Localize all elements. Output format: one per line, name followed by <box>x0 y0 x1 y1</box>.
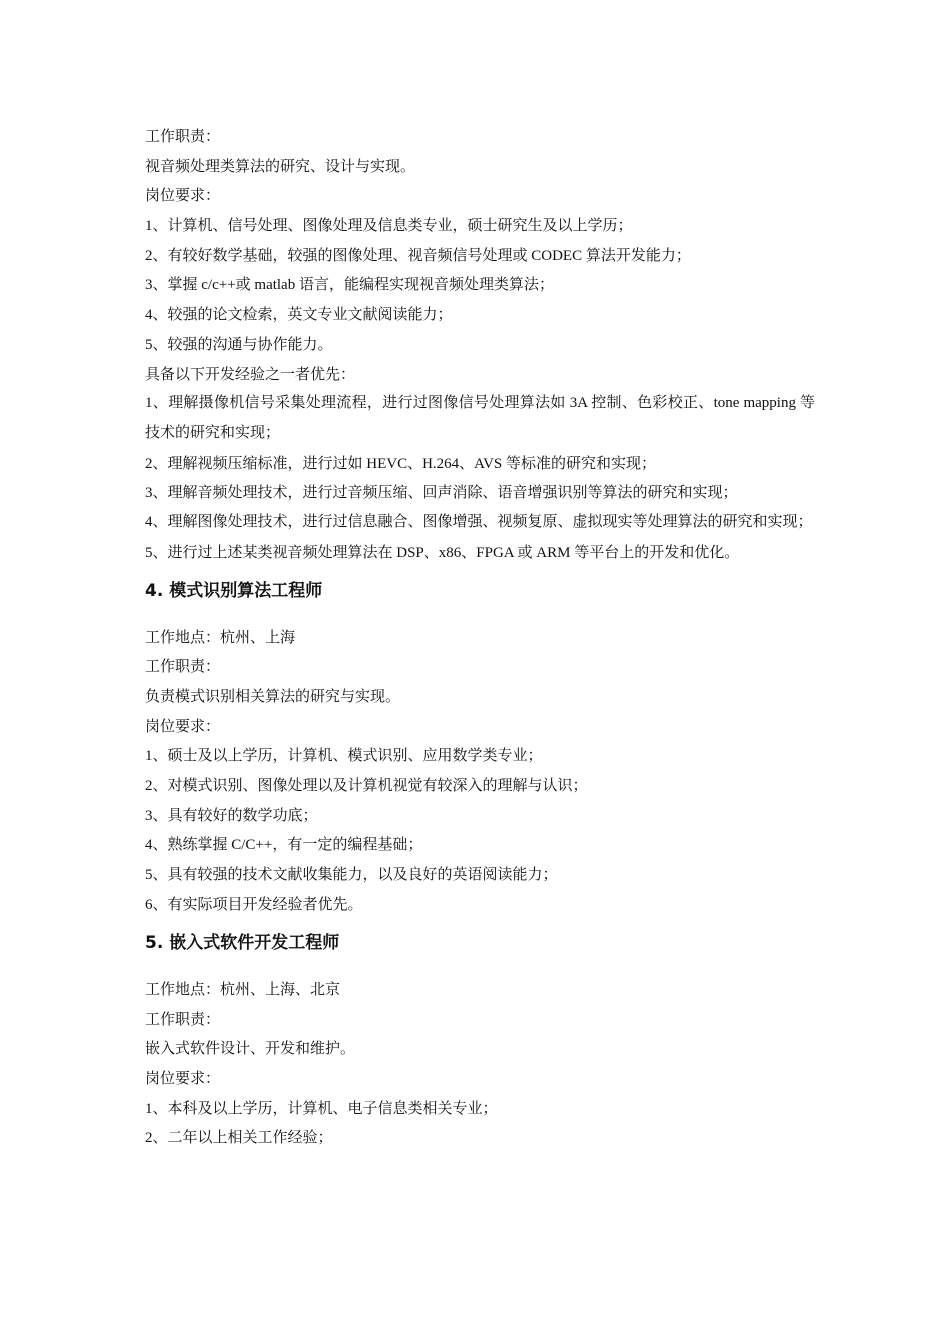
section-4 <box>145 579 815 915</box>
requirement-item: 2、二年以上相关工作经验； <box>145 1130 333 1147</box>
requirements-label: 岗位要求： <box>145 188 221 205</box>
requirement-item: 6、有实际项目开发经验者优先。 <box>145 896 363 913</box>
preferred-item: 3、理解音频处理技术，进行过音频压缩、回声消除、语音增强识别等算法的研究和实现； <box>145 485 738 502</box>
duty-label: 工作职责： <box>145 659 221 676</box>
requirement-item: 5、较强的沟通与协作能力。 <box>145 336 333 353</box>
preferred-item: 2、理解视频压缩标准，进行过如 HEVC、H.264、AVS 等标准的研究和实现； <box>145 455 656 472</box>
requirement-item: 3、具有较好的数学功底； <box>145 807 318 824</box>
duty-text: 嵌入式软件设计、开发和维护。 <box>145 1041 356 1058</box>
duty-text: 负责模式识别相关算法的研究与实现。 <box>145 689 401 706</box>
section-title: 5. 嵌入式软件开发工程师 <box>145 932 340 953</box>
preferred-item: 5、进行过上述某类视音频处理算法在 DSP、x86、FPGA 或 ARM 等平台上的开发和优化。 <box>145 544 740 561</box>
preferred-item: 1、理解摄像机信号采集处理流程，进行过图像信号处理算法如 3A 控制、色彩校正、tone mapping 等技术的研究和实现； <box>145 395 815 442</box>
requirement-item: 2、有较好数学基础，较强的图像处理、视音频信号处理或 CODEC 算法开发能力； <box>145 247 691 264</box>
requirement-item: 2、对模式识别、图像处理以及计算机视觉有较深入的理解与认识； <box>145 778 588 795</box>
duty-label: 工作职责： <box>145 129 221 145</box>
document-page <box>145 127 815 1158</box>
requirement-item: 4、熟练掌握 C/C++，有一定的编程基础； <box>145 837 423 854</box>
section-5 <box>145 931 815 1148</box>
requirement-item: 5、具有较强的技术文献收集能力，以及良好的英语阅读能力； <box>145 867 558 884</box>
requirements-label: 岗位要求： <box>145 1070 221 1087</box>
section-3 <box>145 127 815 563</box>
location-line: 工作地点：杭州、上海 <box>145 629 296 646</box>
requirements-label: 岗位要求： <box>145 718 221 735</box>
requirement-item: 1、本科及以上学历，计算机、电子信息类相关专业； <box>145 1100 498 1117</box>
requirement-item: 3、掌握 c/c++或 matlab 语言，能编程实现视音频处理类算法； <box>145 277 554 294</box>
location-line: 工作地点：杭州、上海、北京 <box>145 981 341 998</box>
duty-text: 视音频处理类算法的研究、设计与实现。 <box>145 158 416 175</box>
section-title: 4. 模式识别算法工程师 <box>145 580 323 601</box>
requirement-item: 1、计算机、信号处理、图像处理及信息类专业，硕士研究生及以上学历； <box>145 218 633 235</box>
requirement-item: 1、硕士及以上学历，计算机、模式识别、应用数学类专业； <box>145 748 543 765</box>
preferred-label: 具备以下开发经验之一者优先： <box>145 366 356 383</box>
requirement-item: 4、较强的论文检索，英文专业文献阅读能力； <box>145 307 453 324</box>
preferred-item: 4、理解图像处理技术，进行过信息融合、图像增强、视频复原、虚拟现实等处理算法的研究和实现； <box>145 514 813 531</box>
duty-label: 工作职责： <box>145 1011 221 1028</box>
